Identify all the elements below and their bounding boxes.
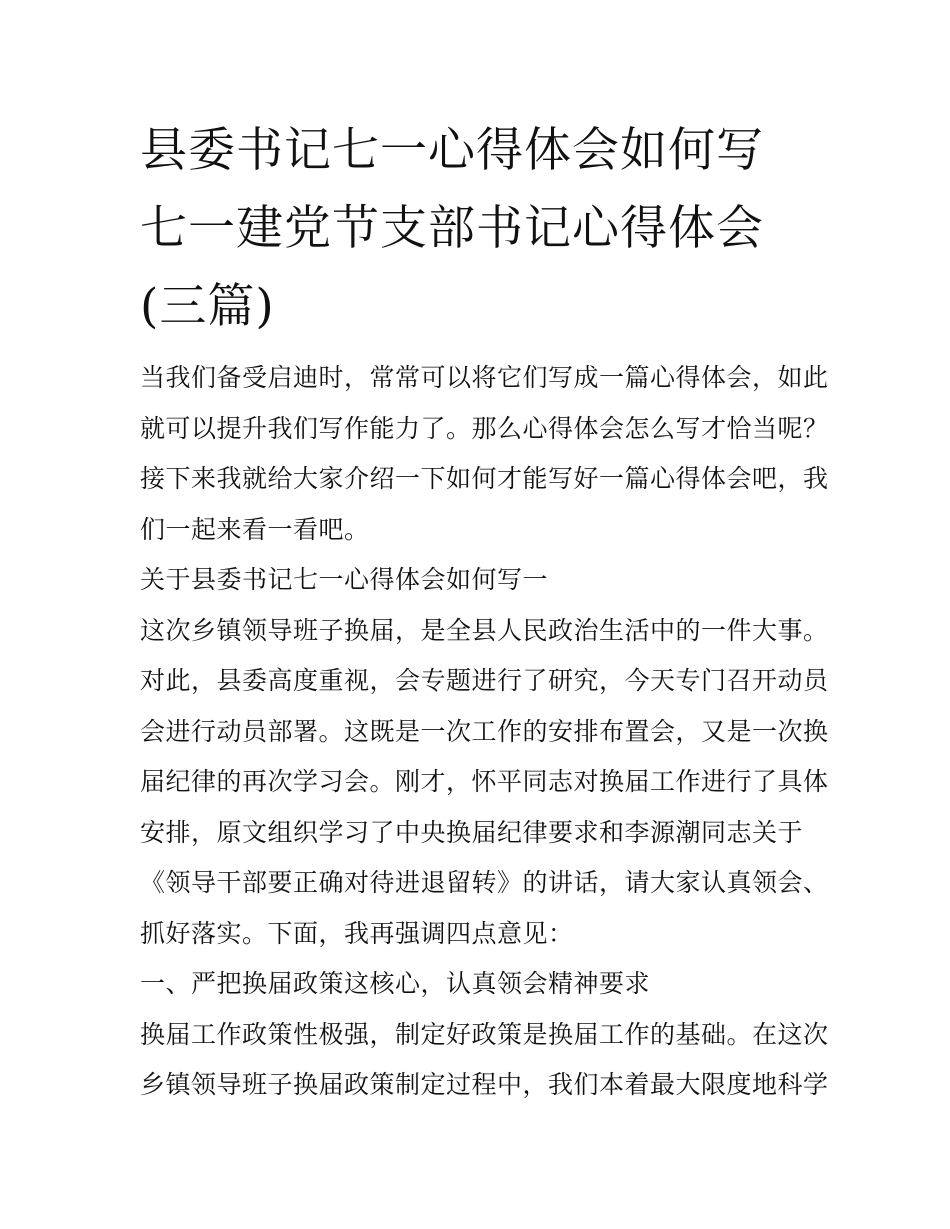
intro-paragraph-line: 当我们备受启迪时，常常可以将它们写成一篇心得体会，如此	[140, 363, 829, 392]
paragraph-line: 《领导干部要正确对待进退留转》的讲话，请大家认真领会、	[140, 868, 829, 897]
document-body	[140, 353, 829, 1111]
paragraph-line: 会进行动员部署。这既是一次工作的安排布置会，又是一次换	[140, 716, 829, 746]
paragraph-line: 换届工作政策性极强，制定好政策是换届工作的基础。在这次	[140, 1019, 829, 1049]
document-title	[140, 112, 840, 346]
paragraph-line: 抓好落实。下面，我再强调四点意见：	[140, 918, 574, 948]
section-heading: 关于县委书记七一心得体会如何写一	[140, 565, 549, 594]
paragraph-line: 安排，原文组织学习了中央换届纪律要求和李源潮同志关于	[140, 817, 804, 847]
paragraph-line: 这次乡镇领导班子换届，是全县人民政治生活中的一件大事。	[140, 615, 829, 645]
paragraph-line: 乡镇领导班子换届政策制定过程中，我们本着最大限度地科学	[140, 1070, 829, 1099]
title-line-2: 七一建党节支部书记心得体会	[140, 201, 764, 256]
title-line-1: 县委书记七一心得体会如何写	[140, 123, 764, 178]
intro-paragraph-line: 就可以提升我们写作能力了。那么心得体会怎么写才恰当呢？	[140, 413, 829, 443]
subsection-heading: 一、严把换届政策这核心，认真领会精神要求	[140, 969, 651, 998]
paragraph-line: 对此，县委高度重视，会专题进行了研究，今天专门召开动员	[140, 666, 829, 695]
intro-paragraph-line: 们一起来看一看吧。	[140, 514, 370, 544]
paragraph-line: 届纪律的再次学习会。刚才，怀平同志对换届工作进行了具体	[140, 767, 829, 796]
intro-paragraph-line: 接下来我就给大家介绍一下如何才能写好一篇心得体会吧，我	[140, 464, 829, 493]
title-line-3: (三篇)	[140, 279, 275, 334]
